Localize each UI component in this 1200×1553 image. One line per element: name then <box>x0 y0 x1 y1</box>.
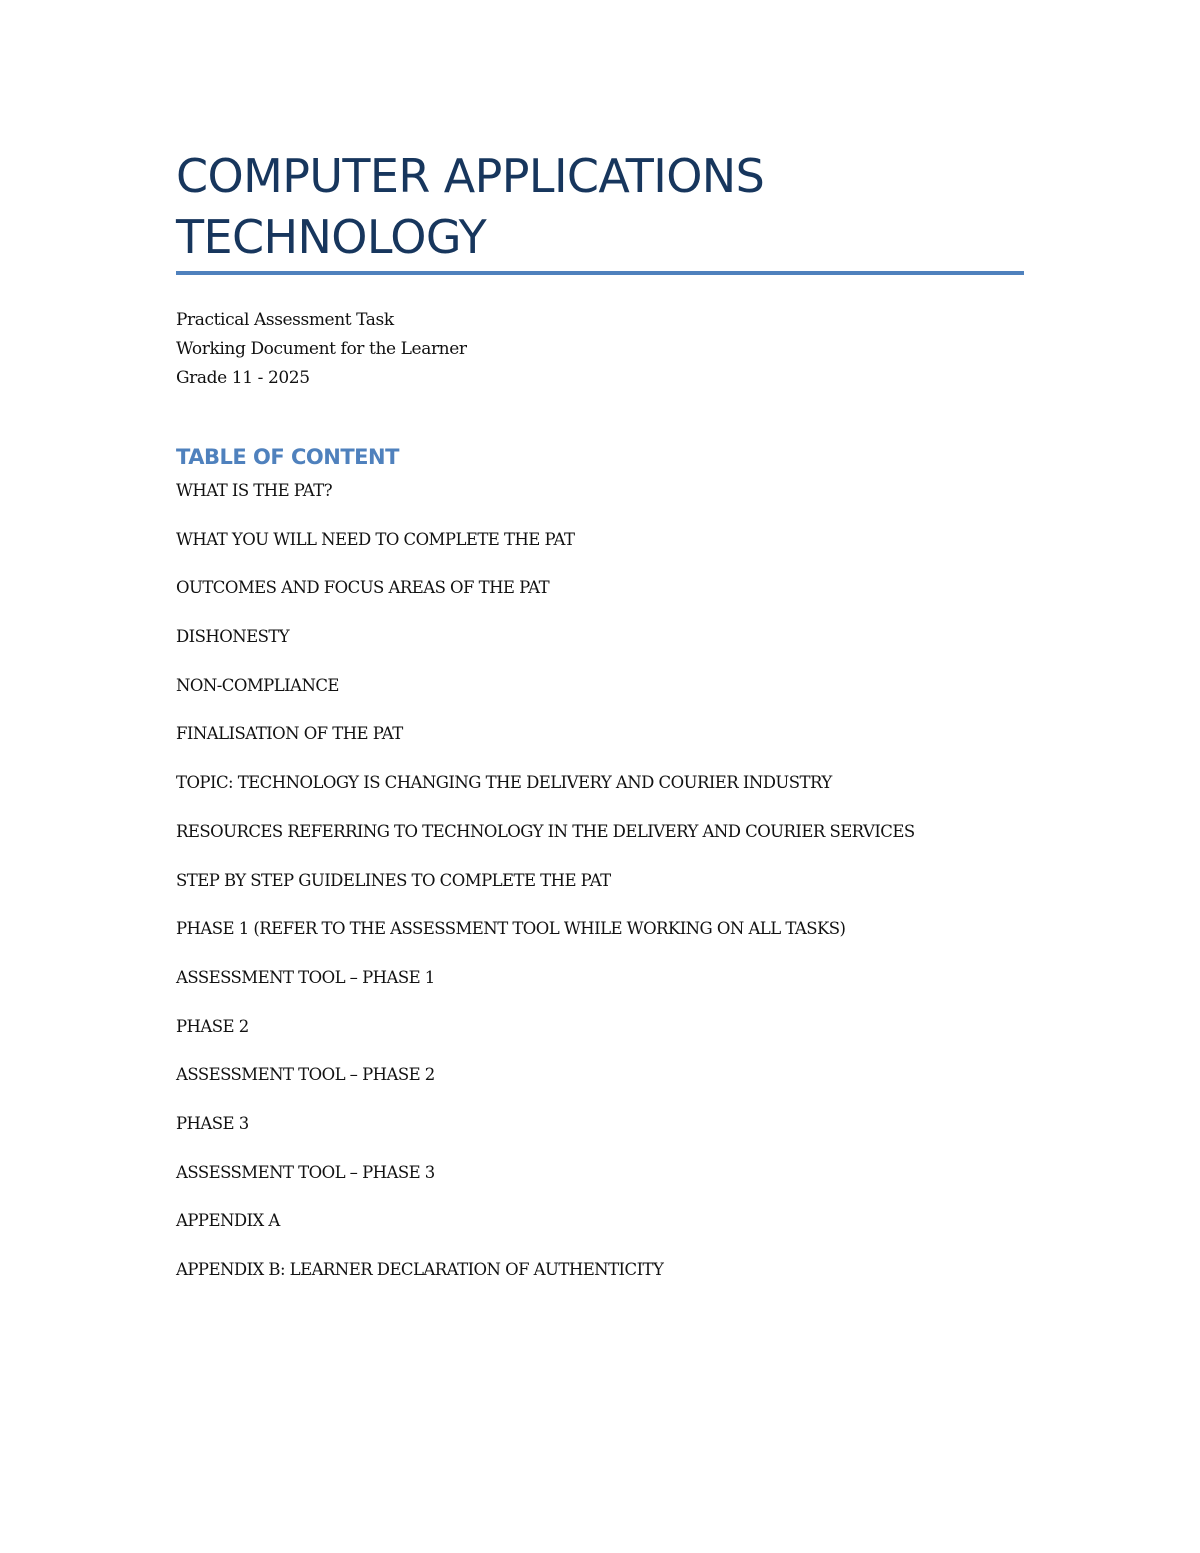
toc-item[interactable]: ASSESSMENT TOOL – PHASE 1 <box>176 967 435 987</box>
document-title <box>176 146 1036 268</box>
toc-item[interactable]: FINALISATION OF THE PAT <box>176 724 403 744</box>
subtitle-working-document: Working Document for the Learner <box>176 339 467 359</box>
toc-list <box>176 478 1056 1306</box>
subtitle-task: Practical Assessment Task <box>176 310 394 330</box>
toc-item[interactable]: ASSESSMENT TOOL – PHASE 2 <box>176 1065 435 1085</box>
toc-item[interactable]: WHAT IS THE PAT? <box>176 481 333 500</box>
toc-item[interactable]: PHASE 1 (REFER TO THE ASSESSMENT TOOL WHILE WORKING ON ALL TASKS) <box>176 919 846 939</box>
toc-heading: TABLE OF CONTENT <box>176 445 399 469</box>
title-line-1: COMPUTER APPLICATIONS <box>176 149 765 203</box>
title-line-2: TECHNOLOGY <box>176 210 487 264</box>
subtitle-block <box>176 306 976 393</box>
toc-item[interactable]: NON-COMPLIANCE <box>176 675 339 695</box>
toc-item[interactable]: PHASE 2 <box>176 1016 249 1036</box>
toc-item[interactable]: APPENDIX A <box>176 1211 280 1231</box>
toc-item[interactable]: ASSESSMENT TOOL – PHASE 3 <box>176 1162 435 1182</box>
toc-item[interactable]: DISHONESTY <box>176 627 290 647</box>
toc-item[interactable]: APPENDIX B: LEARNER DECLARATION OF AUTHENTICITY <box>176 1260 664 1279</box>
toc-item[interactable]: OUTCOMES AND FOCUS AREAS OF THE PAT <box>176 578 550 598</box>
toc-item[interactable]: PHASE 3 <box>176 1113 249 1133</box>
toc-item[interactable]: STEP BY STEP GUIDELINES TO COMPLETE THE PAT <box>176 870 611 890</box>
title-underline-rule <box>176 271 1024 275</box>
toc-item[interactable]: WHAT YOU WILL NEED TO COMPLETE THE PAT <box>176 529 575 549</box>
toc-item[interactable]: TOPIC: TECHNOLOGY IS CHANGING THE DELIVERY AND COURIER INDUSTRY <box>176 773 832 793</box>
toc-item[interactable]: RESOURCES REFERRING TO TECHNOLOGY IN THE DELIVERY AND COURIER SERVICES <box>176 821 915 841</box>
subtitle-grade-year: Grade 11 - 2025 <box>176 368 310 388</box>
